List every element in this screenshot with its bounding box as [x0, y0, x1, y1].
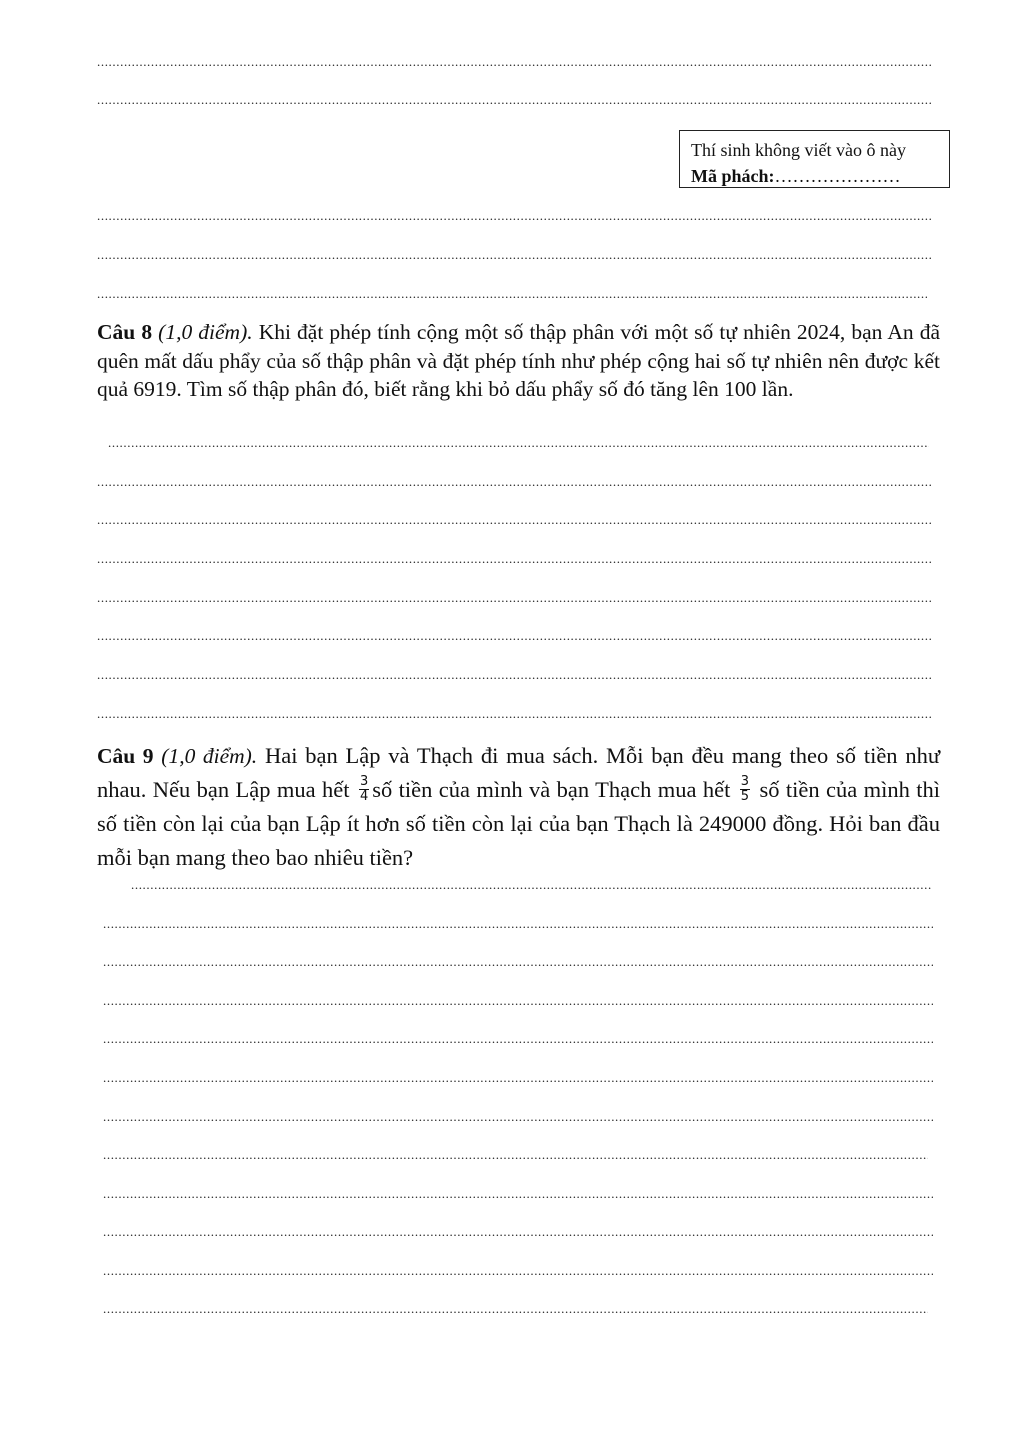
answer-line[interactable]: [97, 560, 933, 566]
fraction-denominator: 4: [359, 789, 369, 805]
seal-code-fill: …………………: [774, 166, 901, 186]
fraction-denominator: 5: [740, 789, 750, 805]
question-8-text: Khi đặt phép tính cộng một số thập phân với một số tự nhiên 2024, bạn An đã quên mất dấu phẩy của số thập phân và đặt phép tính như phép cộng hai số tự nhiên nên được kết quả 6919. Tìm số thập phân đó, biết rằng khi bỏ dấu phẩy số đó tăng lên 100 lần.: [97, 320, 940, 401]
answer-line[interactable]: [103, 963, 933, 969]
answer-line[interactable]: [97, 599, 933, 605]
seal-code-label: Mã phách:: [691, 166, 775, 186]
question-8-points: (1,0 điểm).: [158, 320, 253, 344]
question-8: [97, 318, 940, 404]
answer-line[interactable]: [103, 1079, 933, 1085]
fraction-three-quarters: [359, 775, 369, 804]
answer-line[interactable]: [108, 444, 929, 450]
answer-line[interactable]: [131, 886, 932, 892]
answer-line[interactable]: [97, 521, 933, 527]
answer-line[interactable]: [103, 1272, 933, 1278]
answer-line[interactable]: [97, 295, 927, 301]
answer-line[interactable]: [103, 1118, 933, 1124]
seal-code-box: [679, 130, 950, 188]
question-9-points: (1,0 điểm).: [161, 744, 258, 768]
answer-line[interactable]: [97, 637, 933, 643]
fraction-numerator: 3: [740, 774, 750, 790]
answer-line[interactable]: [97, 101, 933, 107]
question-8-label: Câu 8: [97, 320, 153, 344]
question-9-text-b: số tiền của mình và bạn Thạch mua hết: [372, 777, 731, 802]
answer-line[interactable]: [97, 676, 933, 682]
question-9: [97, 739, 940, 875]
question-9-text-c: số tiền của mình thì số tiền còn lại của bạn Lập ít hơn số tiền còn lại của bạn Thạch là 249000 đồng. Hỏi ban đầu mỗi bạn mang theo bao nhiêu tiền?: [97, 777, 941, 870]
question-9-label: Câu 9: [97, 744, 154, 768]
answer-line[interactable]: [103, 925, 933, 931]
fraction-three-fifths: [740, 775, 750, 804]
answer-line[interactable]: [103, 1233, 933, 1239]
answer-line[interactable]: [97, 715, 933, 721]
answer-line[interactable]: [103, 1040, 933, 1046]
answer-line[interactable]: [97, 63, 933, 69]
question-9-text-a: Hai bạn Lập và Thạch đi mua sách. Mỗi bạn đều mang theo số tiền như nhau. Nếu bạn Lập mua hết: [97, 743, 941, 802]
answer-line[interactable]: [97, 483, 933, 489]
answer-line[interactable]: [97, 256, 933, 262]
seal-box-note: Thí sinh không viết vào ô này: [691, 140, 906, 160]
answer-line[interactable]: [97, 217, 933, 223]
answer-line[interactable]: [103, 1195, 933, 1201]
fraction-numerator: 3: [359, 774, 369, 790]
answer-line[interactable]: [103, 1002, 933, 1008]
seal-code-line: [691, 163, 939, 189]
answer-line[interactable]: [103, 1156, 928, 1162]
answer-line[interactable]: [103, 1310, 928, 1316]
